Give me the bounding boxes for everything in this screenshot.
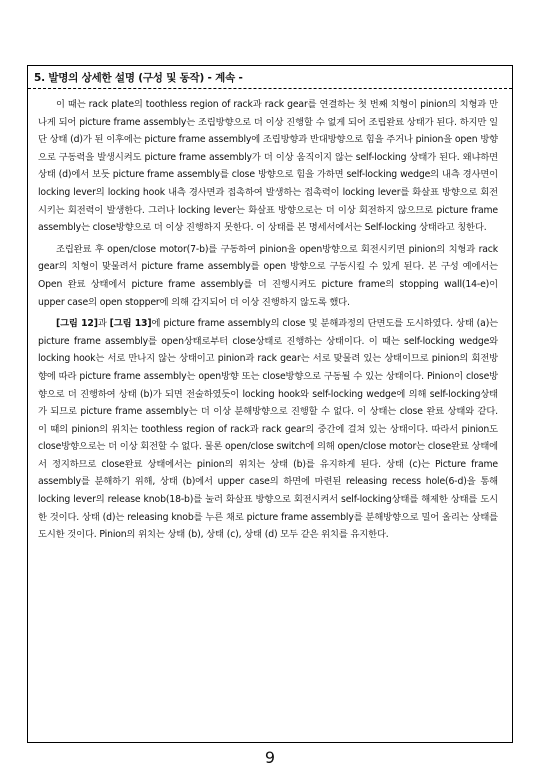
page-frame xyxy=(27,65,513,743)
section-header xyxy=(28,66,512,89)
conjunction: 과 xyxy=(97,318,110,330)
paragraph-1: 이 때는 rack plate의 toothless region of rack과 rack gear를 연결하는 첫 번째 치형이 pinion의 치형과 만나게 되어 picture frame assembly는 조립방향으로 더 이상 진행할 수 없게 되어 조립완료 상태가 된다. 하지만 일단 상태 (d)가 된 이후에는 picture frame assembly에 조립방향과 반대방향으로 힘을 주거나 pinion을 open 방향으로 구동력을 발생시켜도 picture frame assembly가 더 이상 움직이지 않는 self-locking 상태가 된다. 왜냐하면 상태 (d)에서 보듯 picture frame assembly를 close 방향으로 힘을 가하면 self-locking wedge의 내측 경사면이 locking lever의 locking hook 내측 경사면과 접촉하여 발생하는 접촉력이 locking lever를 화살표 방향으로 회전시키는 회전력이 발생한다. 그러나 locking lever는 화살표 방향으로는 더 이상 회전하지 않으므로 picture frame assembly는 close방향으로 더 이상 진행하지 못한다. 이 상태를 본 명세서에서는 Self-locking 상태라고 칭한다. xyxy=(38,99,498,234)
body-text xyxy=(38,96,498,548)
paragraph-3-text: 에 picture frame assembly의 close 및 분해과정의 단면도를 도시하였다. 상태 (a)는 picture frame assembly를 open상태로부터 close상태로 진행하는 상태이다. 이 때는 self-locking wedge와 locking hook는 서로 만나지 않는 상태이고 pinion과 rack gear는 서로 맞물려 있는 상태이므로 pinion의 회전방향에 따라 picture frame assembly는 open방향 또는 close방향으로 구동될 수 있는 상태이다. Pinion이 close방향으로 더 진행하여 상태 (b)가 되면 전술하였듯이 locking hook와 self-locking wedge에 의해 self-locking상태가 되므로 picture frame assembly는 더 이상 분해방향으로 진행할 수 없다. 이 상태는 close 완료 상태와 같다. 이 때의 pinion의 위치는 toothless region of rack과 rack gear의 중간에 걸쳐 있는 상태이다. 따라서 pinion도 close방향으로는 더 이상 회전할 수 없다. 물론 open/close switch에 의해 open/close motor는 close완료 상태에서 정지하므로 close완료 상태에서는 pinion의 위치는 상태 (b)를 유지하게 된다. 상태 (c)는 Picture frame assembly를 분해하기 위해, 상태 (b)에서 upper case의 하면에 마련된 releasing recess hole(6-d)을 통해 locking lever의 release knob(18-b)를 눌러 화살표 방향으로 회전시켜서 self-locking상태를 해제한 상태를 도시한 것이다. 상태 (d)는 releasing knob를 누른 채로 picture frame assembly를 분해방향으로 밀어 올리는 상태를 도시한 것이다. Pinion의 위치는 상태 (b), 상태 (c), 상태 (d) 모두 같은 위치를 유지한다. xyxy=(38,318,499,541)
paragraph-2: 조립완료 후 open/close motor(7-b)를 구동하여 pinion을 open방향으로 회전시키면 pinion의 치형과 rack gear의 치형이 맞물려서 picture frame assembly를 open 방향으로 구동시킬 수 있게 된다. 본 구성 예에서는 Open 완료 상태에서 picture frame assembly를 더 진행시켜도 picture frame의 stopping wall(14-e)이 upper case의 open stopper에 의해 감지되어 더 이상 진행하지 않도록 했다. xyxy=(38,243,498,308)
figure-ref-12: [그림 12] xyxy=(56,318,98,330)
figure-ref-13: [그림 13] xyxy=(109,318,152,330)
paragraph-3 xyxy=(38,315,498,544)
section-title: 5. 발명의 상세한 설명 (구성 및 동작) - 계속 - xyxy=(34,72,243,84)
page-number: 9 xyxy=(264,748,276,767)
